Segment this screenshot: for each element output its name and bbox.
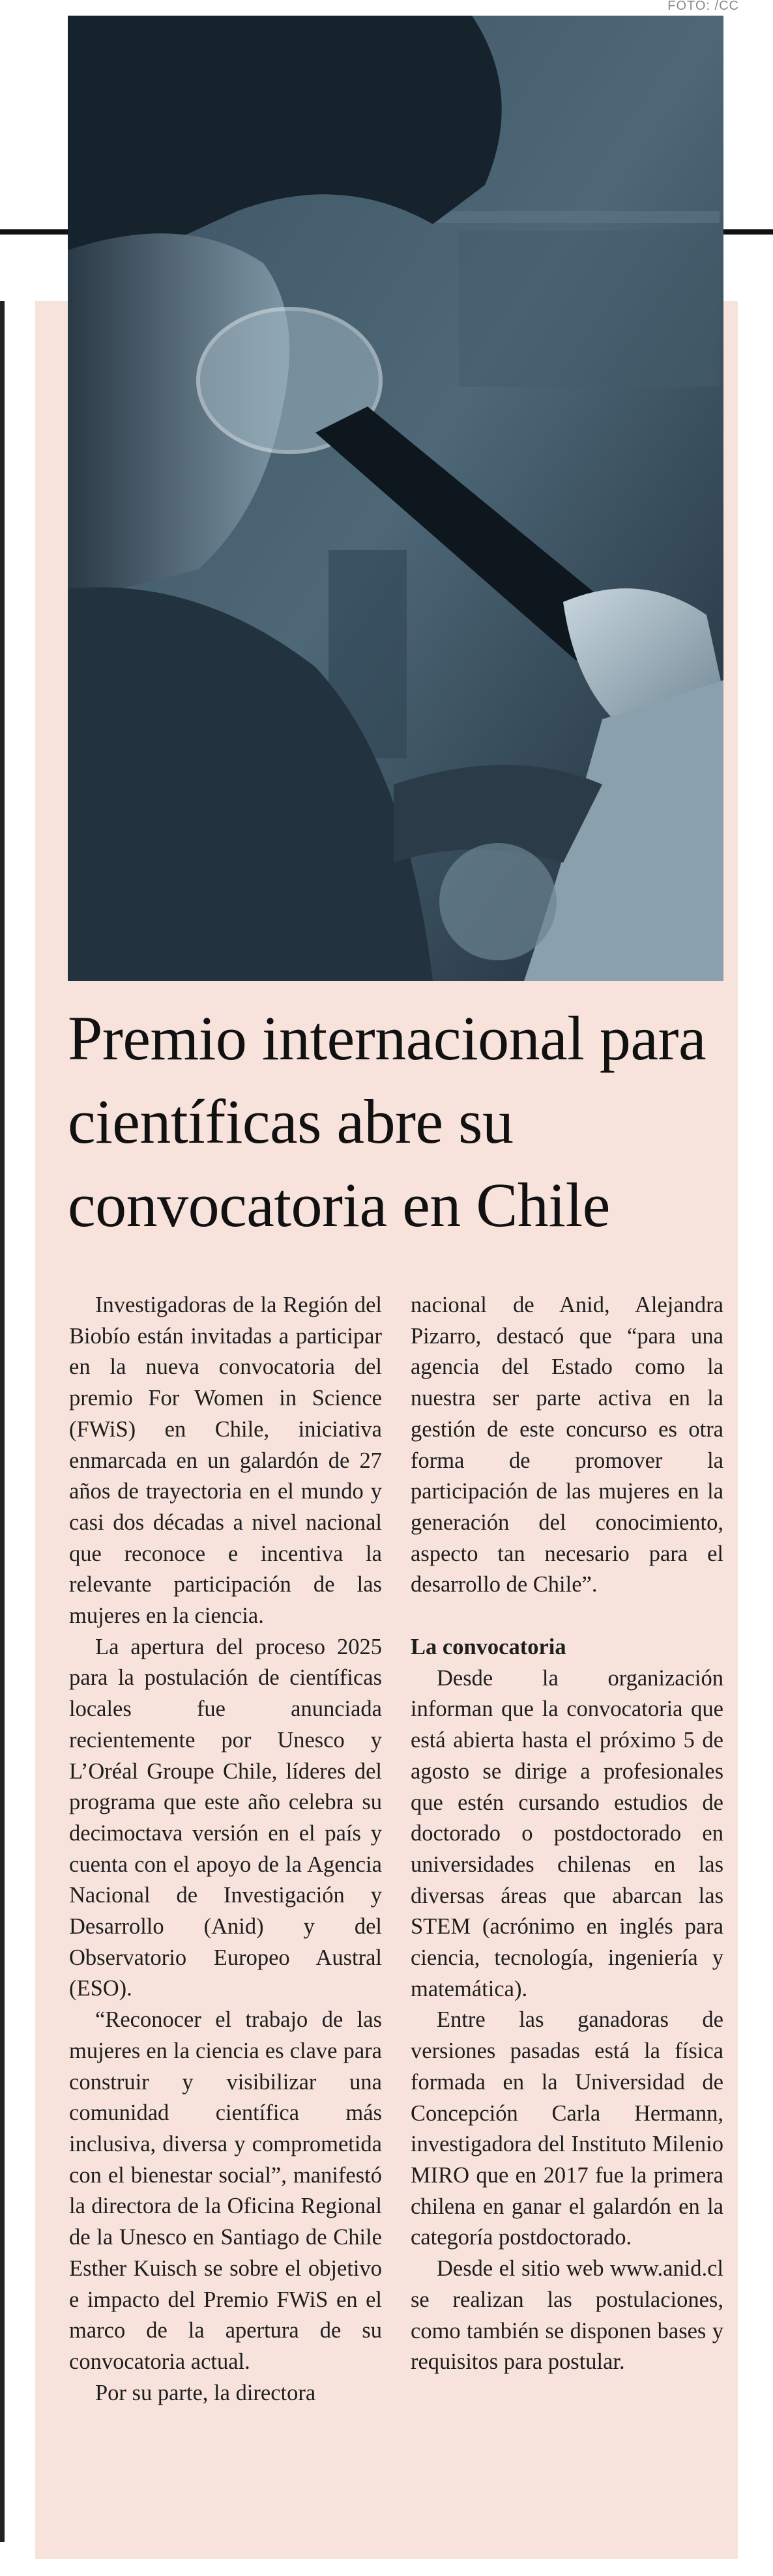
paragraph: Por su parte, la directora bbox=[95, 2380, 316, 2405]
paragraph: Desde la organización informan que la convocatoria que está abierta hasta el próximo 5 de agosto se dirige a profesionales que estén cursando estudios de doctorado o postdoctorado en universidades chilenas en las diversas áreas que abarcan las STEM (acrónimo en inglés para ciencia, tecnología, ingeniería y matemática). bbox=[411, 1665, 723, 2001]
article-photo bbox=[68, 16, 723, 981]
article-headline: Premio internacional para científicas abre su convocatoria en Chile bbox=[68, 1003, 707, 1240]
article-column-2 bbox=[411, 1290, 723, 2378]
microscope-scene-illustration bbox=[68, 16, 723, 981]
photo-credit: FOTO: /CC bbox=[667, 0, 739, 13]
paragraph: “Reconocer el trabajo de las mujeres en la ciencia es clave para construir y visibilizar una comunidad científica más inclusiva, diversa y comprometida con el bienestar social”, manifestó la directora de la Oficina Regional de la Unesco en Santiago de Chile Esther Kuisch se sobre el objetivo e impacto del Premio FWiS en el marco de la apertura de su convocatoria actual. bbox=[69, 2007, 382, 2374]
paragraph: Desde el sitio web www.anid.cl se realizan las postulaciones, como también se disponen bases y requisitos para postular. bbox=[411, 2256, 723, 2375]
paragraph: La apertura del proceso 2025 para la postulación de científicas locales fue anunciada recientemente por Unesco y L’Oréal Groupe Chile, líderes del programa que este año celebra su decimoctava versión en el país y cuenta con el apoyo de la Agencia Nacional de Investigación y Desarrollo (Anid) y del Observatorio Europeo Austral (ESO). bbox=[69, 1634, 382, 2001]
margin-bar bbox=[0, 301, 5, 2542]
paragraph: Investigadoras de la Región del Biobío están invitadas a participar en la nueva convocatoria del premio For Women in Science (FWiS) en Chile, iniciativa enmarcada en un galardón de 27 años de trayectoria en el mundo y casi dos décadas a nivel nacional que reconoce e incentiva la relevante participación de las mujeres en la ciencia. bbox=[69, 1293, 382, 1629]
paragraph: Entre las ganadoras de versiones pasadas está la física formada en la Universidad de Concepción Carla Hermann, investigadora del Instituto Milenio MIRO que en 2017 fue la primera chilena en ganar el galardón en la categoría postdoctorado. bbox=[411, 2007, 723, 2250]
article-column-1 bbox=[69, 1290, 382, 2409]
paragraph-continuation: nacional de Anid, Alejandra Pizarro, destacó que “para una agencia del Estado como la nuestra ser parte activa en la gestión de este concurso es otra forma de promover la participación de las mujeres en la generación del conocimiento, aspecto tan necesario para el desarrollo de Chile”. bbox=[411, 1293, 723, 1597]
article-subhead: La convocatoria bbox=[411, 1635, 566, 1660]
